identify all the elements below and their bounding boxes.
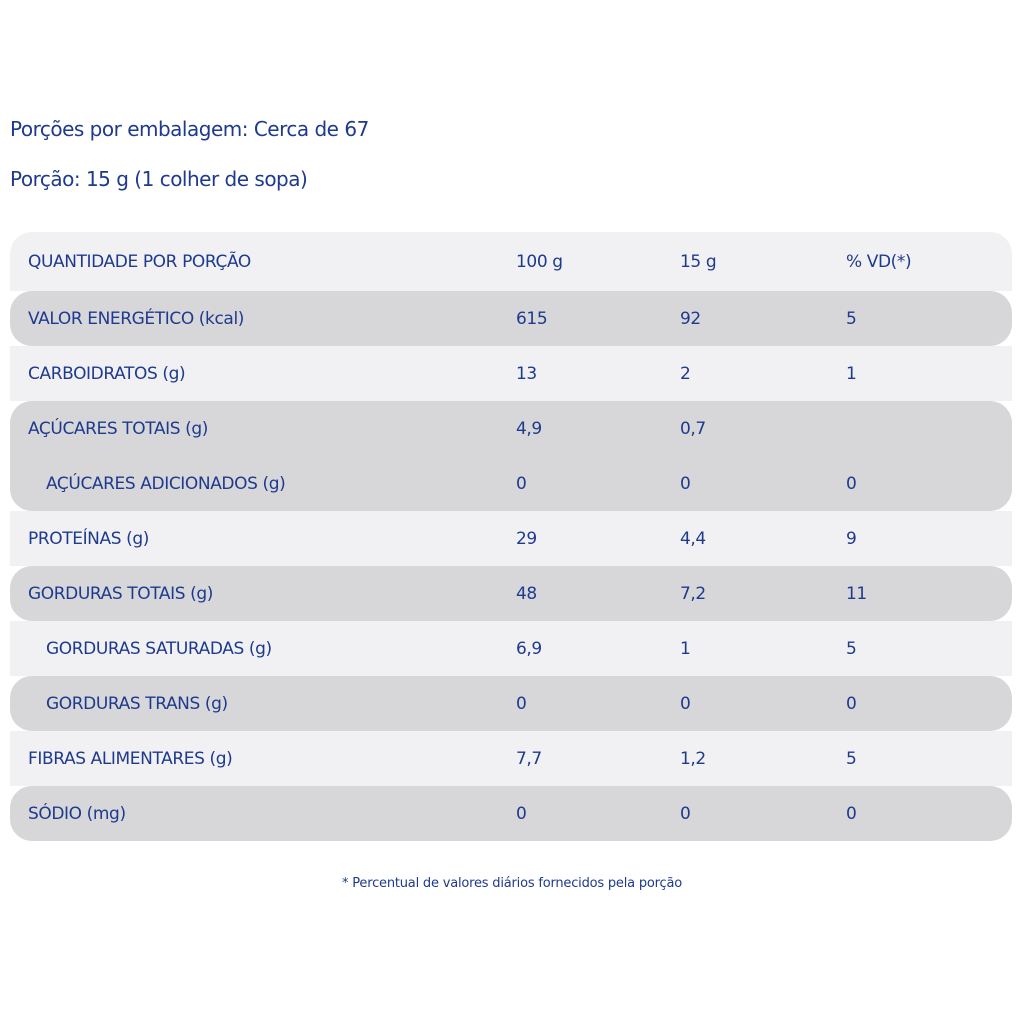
value-100g: 29 [516,528,537,549]
column-header-15g: 15 g [680,251,717,272]
column-header-quantity: QUANTIDADE POR PORÇÃO [28,251,251,272]
value-daily: 1 [846,363,857,384]
table-row-saturated-fats [10,621,1012,676]
value-daily: 0 [846,693,857,714]
row-label: GORDURAS TOTAIS (g) [28,583,213,604]
row-label: CARBOIDRATOS (g) [28,363,186,384]
table-row-fibers [10,731,1012,786]
value-daily: 0 [846,803,857,824]
value-100g: 48 [516,583,537,604]
nutrition-table [10,232,1012,841]
table-row-carbohydrates [10,346,1012,401]
footnote: * Percentual de valores diários fornecidos pela porção [342,876,682,891]
value-100g: 0 [516,473,527,494]
value-daily: 5 [846,308,857,329]
value-15g: 0 [680,473,691,494]
value-100g: 0 [516,803,527,824]
row-label: AÇÚCARES ADICIONADOS (g) [46,473,286,494]
row-label: FIBRAS ALIMENTARES (g) [28,748,233,769]
servings-per-package: Porções por embalagem: Cerca de 67 [10,117,369,141]
portion-size: Porção: 15 g (1 colher de sopa) [10,167,308,191]
value-15g: 0 [680,693,691,714]
table-header-row [10,232,1012,291]
value-100g: 0 [516,693,527,714]
row-label: PROTEÍNAS (g) [28,528,149,549]
value-15g: 1,2 [680,748,706,769]
value-daily: 5 [846,748,857,769]
table-row-added-sugars [10,456,1012,511]
value-15g: 7,2 [680,583,706,604]
table-row-sodium [10,786,1012,841]
value-15g: 0,7 [680,418,706,439]
row-label: SÓDIO (mg) [28,803,126,824]
value-daily: 9 [846,528,857,549]
table-row-total-fats [10,566,1012,621]
value-100g: 13 [516,363,537,384]
table-row-trans-fats [10,676,1012,731]
value-15g: 1 [680,638,691,659]
value-15g: 92 [680,308,701,329]
value-15g: 0 [680,803,691,824]
column-header-daily-value: % VD(*) [846,251,912,272]
table-row-proteins [10,511,1012,566]
column-header-100g: 100 g [516,251,563,272]
value-daily: 11 [846,583,867,604]
value-daily: 5 [846,638,857,659]
value-15g: 2 [680,363,691,384]
table-row-total-sugars [10,401,1012,456]
row-label: GORDURAS SATURADAS (g) [46,638,272,659]
value-daily: 0 [846,473,857,494]
value-100g: 7,7 [516,748,542,769]
value-15g: 4,4 [680,528,706,549]
row-label: VALOR ENERGÉTICO (kcal) [28,308,245,329]
row-label: AÇÚCARES TOTAIS (g) [28,418,209,439]
table-row-energy [10,291,1012,346]
value-100g: 6,9 [516,638,542,659]
value-100g: 615 [516,308,548,329]
value-100g: 4,9 [516,418,542,439]
row-label: GORDURAS TRANS (g) [46,693,228,714]
